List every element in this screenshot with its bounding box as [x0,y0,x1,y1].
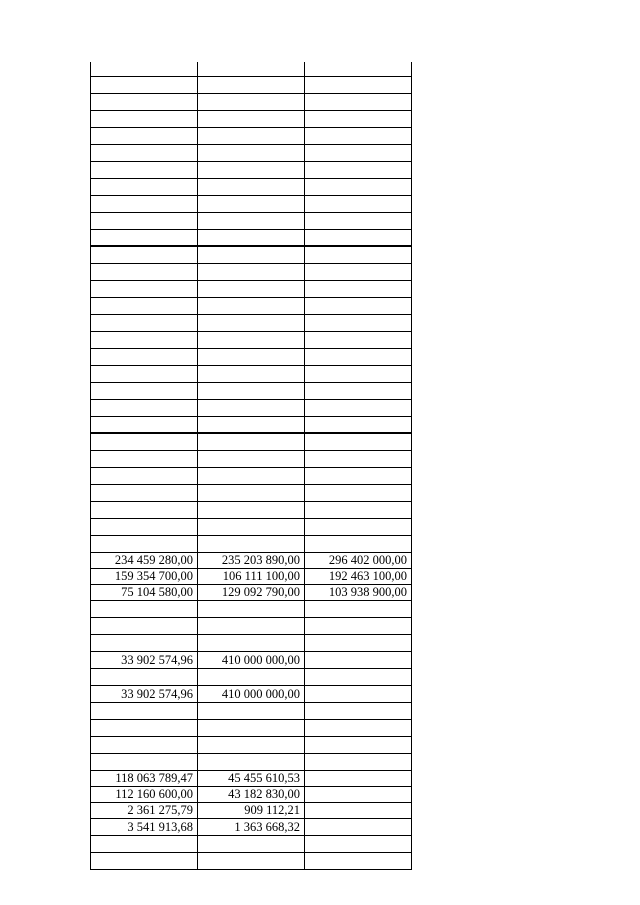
table-cell: 234 459 280,00 [91,553,198,568]
table-row [91,332,412,349]
table-cell [91,264,198,280]
table-cell [198,332,305,348]
table-cell [198,315,305,331]
table-cell [305,62,412,76]
table-cell [305,536,412,552]
table-cell: 118 063 789,47 [91,771,198,786]
table-cell [305,247,412,263]
table-row [91,400,412,417]
table-cell [91,230,198,245]
table-row [91,853,412,870]
table-cell [198,162,305,178]
table-cell [198,434,305,450]
table-cell [91,502,198,518]
table-row [91,349,412,366]
table-cell [305,853,412,869]
table-row [91,417,412,434]
table-cell [305,703,412,719]
table-cell [198,720,305,736]
table-row [91,383,412,400]
table-row [91,771,412,787]
table-cell [198,536,305,552]
table-cell [305,349,412,365]
table-cell [305,803,412,818]
table-cell [198,635,305,651]
table-row [91,145,412,162]
table-row [91,502,412,519]
table-cell [91,162,198,178]
table-cell [305,315,412,331]
table-cell [198,417,305,432]
table-cell [198,519,305,535]
table-cell [198,703,305,719]
table-cell [198,400,305,416]
table-row [91,703,412,720]
table-row [91,128,412,145]
table-row [91,196,412,213]
table-cell [198,853,305,869]
table-row [91,737,412,754]
table-cell [91,400,198,416]
table-cell [91,213,198,229]
table-cell [198,77,305,93]
table-cell [91,737,198,753]
table-row [91,230,412,247]
table-cell [198,264,305,280]
table-row [91,669,412,686]
table-cell: 3 541 913,68 [91,819,198,835]
table-cell [305,128,412,144]
table-cell [305,281,412,297]
table-cell: 1 363 668,32 [198,819,305,835]
table-cell [305,451,412,467]
table-cell: 296 402 000,00 [305,553,412,568]
table-row [91,585,412,601]
table-cell: 2 361 275,79 [91,803,198,818]
table-cell [305,196,412,212]
table-row [91,264,412,281]
table-cell [305,519,412,535]
table-row [91,601,412,618]
table-row [91,281,412,298]
table-cell [91,853,198,869]
table-cell: 103 938 900,00 [305,585,412,600]
table-cell [91,519,198,535]
table-cell [198,230,305,245]
table-cell [198,601,305,617]
table-row [91,247,412,264]
table-cell [305,485,412,501]
table-cell [198,247,305,263]
table-cell [91,145,198,161]
table-cell: 112 160 600,00 [91,787,198,802]
table-row [91,213,412,230]
table-cell [91,417,198,432]
table-cell [198,383,305,399]
table-cell [198,298,305,314]
table-cell [305,162,412,178]
table-cell [91,635,198,651]
table-cell [91,349,198,365]
table-row [91,179,412,196]
table-cell: 75 104 580,00 [91,585,198,600]
table-cell [198,349,305,365]
table-cell [305,754,412,770]
table-cell [91,196,198,212]
table-cell [198,94,305,110]
table-row [91,485,412,502]
table-cell: 33 902 574,96 [91,686,198,702]
table-cell: 410 000 000,00 [198,652,305,668]
table-cell [305,502,412,518]
table-cell [305,618,412,634]
table-cell [91,315,198,331]
table-row [91,468,412,485]
table-cell: 410 000 000,00 [198,686,305,702]
table-cell [305,417,412,432]
table-cell [198,754,305,770]
table-cell [305,771,412,786]
table-cell [198,485,305,501]
table-cell: 129 092 790,00 [198,585,305,600]
table-cell: 159 354 700,00 [91,569,198,584]
table-cell [305,264,412,280]
table-cell [91,618,198,634]
table-row [91,618,412,635]
table-cell [91,77,198,93]
table-cell [305,332,412,348]
table-cell [91,836,198,852]
table-cell [305,366,412,382]
table-cell [305,601,412,617]
table-cell [198,62,305,76]
table-row [91,162,412,179]
table-row [91,451,412,468]
table-cell: 106 111 100,00 [198,569,305,584]
table-cell [91,332,198,348]
table-cell [305,836,412,852]
table-cell [91,281,198,297]
table-cell [305,179,412,195]
table-cell [198,213,305,229]
table-cell [305,77,412,93]
table-cell [305,298,412,314]
table-cell: 235 203 890,00 [198,553,305,568]
table-row [91,298,412,315]
table-row [91,754,412,771]
table-row [91,635,412,652]
table-row [91,686,412,703]
table-cell [305,787,412,802]
table-row [91,803,412,819]
table-cell: 192 463 100,00 [305,569,412,584]
table-cell [198,451,305,467]
table-cell [91,366,198,382]
table-cell [305,400,412,416]
table-cell: 909 112,21 [198,803,305,818]
table-cell [91,601,198,617]
table-row [91,62,412,77]
table-cell [305,737,412,753]
table-cell [305,686,412,702]
table-row [91,315,412,332]
table-cell [305,720,412,736]
table-cell [198,366,305,382]
table-cell [198,468,305,484]
table-row [91,652,412,669]
table-cell [91,111,198,127]
table-row [91,434,412,451]
table-cell [198,669,305,685]
table-cell [305,145,412,161]
table-cell [91,62,198,76]
table-cell [198,196,305,212]
table-row [91,111,412,128]
table-cell [91,468,198,484]
table-cell [305,652,412,668]
table-cell [305,669,412,685]
table-row [91,569,412,585]
table-cell [91,703,198,719]
table-cell [91,298,198,314]
table-cell [198,179,305,195]
table-cell [305,94,412,110]
table-cell: 45 455 610,53 [198,771,305,786]
table-cell [91,720,198,736]
table-cell [91,669,198,685]
table-cell [91,434,198,450]
table-cell [198,618,305,634]
table-row [91,787,412,803]
table-row [91,819,412,836]
table-cell [198,128,305,144]
table-cell [305,111,412,127]
table-cell [91,754,198,770]
table-row [91,94,412,111]
table-row [91,536,412,553]
table-row [91,77,412,94]
table-cell [91,128,198,144]
table-cell [305,434,412,450]
table-row [91,366,412,383]
data-table [90,62,412,870]
table-cell [91,536,198,552]
table-cell: 43 182 830,00 [198,787,305,802]
table-row [91,836,412,853]
table-cell [198,111,305,127]
table-cell [198,281,305,297]
table-cell [91,247,198,263]
table-cell [91,383,198,399]
table-cell [305,230,412,245]
table-cell [91,451,198,467]
table-row [91,720,412,737]
table-cell [91,485,198,501]
table-cell [198,502,305,518]
table-cell [198,737,305,753]
table-cell [91,94,198,110]
table-cell [198,145,305,161]
table-row [91,553,412,569]
table-cell [305,213,412,229]
table-row [91,519,412,536]
table-cell [91,179,198,195]
table-cell [305,383,412,399]
table-cell: 33 902 574,96 [91,652,198,668]
table-cell [198,836,305,852]
table-cell [305,819,412,835]
table-cell [305,635,412,651]
table-cell [305,468,412,484]
